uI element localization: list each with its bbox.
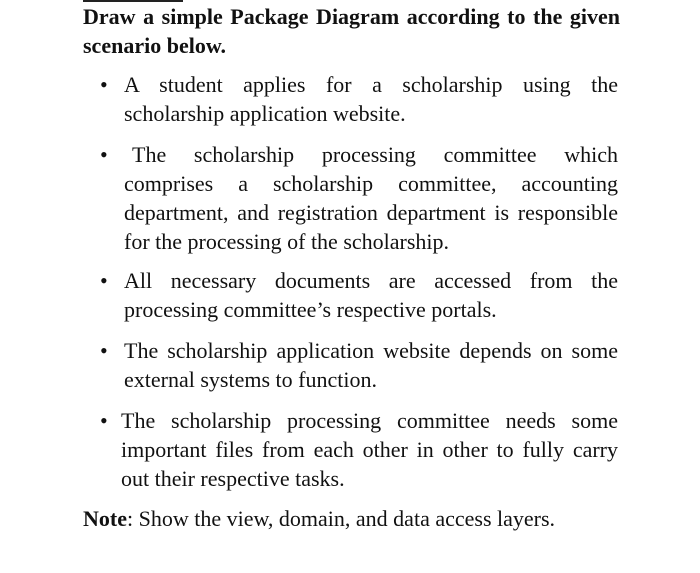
list-item (0, 70, 700, 128)
list-item (0, 336, 700, 394)
bullet-text: All necessary documents are accessed from the processing committee’s respective portals. (124, 268, 618, 322)
list-item (0, 266, 700, 324)
bullet-icon: • (100, 408, 108, 433)
instruction-heading: Draw a simple Package Diagram according to the given scenario below. (83, 4, 620, 58)
bullet-text: The scholarship processing committee which comprises a scholarship committee, accounting department, and registration department is responsible for the processing of the scholarship. (124, 142, 618, 254)
bullet-text: The scholarship application website depends on some external systems to function. (124, 338, 618, 392)
bullet-text: The scholarship processing committee needs some important files from each other in other to fully carry out their respective tasks. (121, 408, 618, 491)
bullet-icon: • (100, 142, 108, 167)
bullet-icon: • (100, 338, 108, 363)
bullet-icon: • (100, 72, 108, 97)
list-item (0, 406, 700, 493)
note-label: Note (83, 506, 127, 531)
note-paragraph (83, 504, 643, 533)
note-text: : Show the view, domain, and data access layers. (126, 506, 556, 531)
bullet-icon: • (100, 268, 108, 293)
list-item (0, 140, 700, 256)
bullet-text: A student applies for a scholarship using the scholarship application website. (124, 72, 618, 126)
